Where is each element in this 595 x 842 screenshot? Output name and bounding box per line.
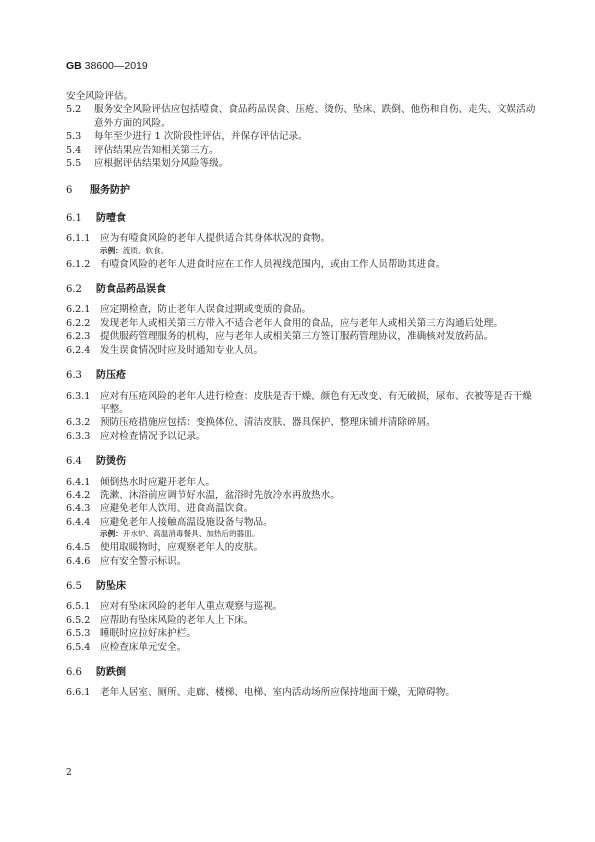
- example-note: [66, 528, 536, 539]
- clause: [66, 157, 536, 170]
- clause: [66, 600, 536, 613]
- clause: [66, 330, 536, 343]
- clause-text: 评估结果应告知相关第三方。: [94, 144, 219, 156]
- clause-text: 应对检查情况予以记录。: [100, 430, 206, 442]
- clause-text: 应为有噎食风险的老年人提供适合其身体状况的食物。: [100, 233, 331, 245]
- chapter-title: 服务防护: [90, 185, 130, 197]
- clause-text: 应根据评估结果划分风险等级。: [94, 158, 229, 170]
- clause-number: 6.1.2: [66, 258, 91, 270]
- clause: [66, 627, 536, 640]
- section-title: 防坠床: [96, 580, 126, 592]
- clause-number: 6.3.1: [66, 390, 91, 402]
- chapter-number: 6: [66, 185, 73, 197]
- clause: [66, 390, 536, 417]
- clause-text: 安全风险评估。: [66, 91, 134, 102]
- clause: [66, 303, 536, 316]
- section-number: 6.4: [66, 456, 82, 468]
- page-number: 2: [66, 768, 72, 778]
- clause-number: 5.4: [66, 144, 82, 156]
- clause: [66, 130, 536, 143]
- clause: [66, 489, 536, 502]
- chapter-heading: [66, 184, 536, 197]
- example-note: [66, 245, 536, 256]
- clause-text: 有噎食风险的老年人进食时应在工作人员视线范围内，或由工作人员帮助其进食。: [100, 258, 446, 270]
- clause-text: 应有安全警示标识。: [100, 555, 187, 567]
- clause-text: 倾倒热水时应避开老年人。: [100, 476, 216, 488]
- clause-text: 应检查床单元安全。: [100, 641, 187, 653]
- clause-number: 6.1.1: [66, 233, 91, 245]
- clause-text: 提供服药管理服务的机构，应与老年人或相关第三方签订服药管理协议，准确核对发放药品。: [100, 331, 494, 343]
- clause-number: 6.5.2: [66, 614, 91, 626]
- clause-number: 6.2.4: [66, 344, 91, 356]
- section-heading: [66, 666, 536, 679]
- clause-text: 每年至少进行 1 次阶段性评估，并保存评估记录。: [94, 131, 308, 143]
- clause-text: 应对有坠床风险的老年人重点观察与巡视。: [100, 601, 283, 613]
- clause: [66, 502, 536, 515]
- clause-text: 洗漱、沐浴前应调节好水温，盆浴时先放冷水再放热水。: [100, 489, 340, 501]
- clause-number: 6.4.5: [66, 542, 91, 554]
- clause-text: 应避免老年人接触高温设施设备与物品。: [100, 516, 273, 528]
- clause-text: 应避免老年人饮用、进食高温饮食。: [100, 503, 254, 515]
- clause-text: 预防压疮措施应包括：变换体位、清洁皮肤、器具保护、整理床铺并清除碎屑。: [100, 417, 436, 429]
- standard-number: 38600—2019: [84, 60, 148, 72]
- clause: [66, 317, 536, 330]
- clause-number: 6.4.3: [66, 503, 91, 515]
- clause: [66, 555, 536, 568]
- clause-number: 6.4.4: [66, 516, 91, 528]
- clause-number: 6.5.3: [66, 628, 91, 640]
- clause: [66, 258, 536, 271]
- section-heading: [66, 455, 536, 468]
- clause-text: 老年人居室、厕所、走廊、楼梯、电梯、室内活动场所应保持地面干燥，无障碍物。: [100, 687, 455, 699]
- clause-number: 6.4.2: [66, 489, 91, 501]
- example-text: 开水炉、高温消毒餐具、加热后的器皿。: [122, 529, 260, 539]
- clause: [66, 416, 536, 429]
- clause-number: 5.3: [66, 131, 82, 143]
- section-number: 6.1: [66, 212, 82, 224]
- section-number: 6.6: [66, 667, 82, 678]
- example-label: 示例：: [100, 245, 123, 255]
- standard-prefix: GB: [66, 60, 82, 72]
- section-number: 6.2: [66, 284, 82, 296]
- clause-number: 6.2.3: [66, 331, 91, 343]
- section-title: 防噎食: [96, 212, 126, 224]
- section-number: 6.3: [66, 370, 82, 382]
- clause: [66, 686, 536, 699]
- section-number: 6.5: [66, 580, 82, 592]
- clause-number: 6.4.6: [66, 555, 91, 567]
- clause-number: 6.5.4: [66, 641, 91, 653]
- standard-header: [66, 60, 148, 72]
- section-heading: [66, 283, 536, 296]
- clause-text: 发生误食情况时应及时通知专业人员。: [100, 344, 264, 356]
- clause: [66, 430, 536, 443]
- clause-number: 6.5.1: [66, 601, 91, 613]
- clause: [66, 641, 536, 654]
- clause-text: 应定期检查，防止老年人误食过期或变质的食品。: [100, 304, 312, 316]
- clause-text: 应帮助有坠床风险的老年人上下床。: [100, 614, 254, 626]
- clause: [66, 516, 536, 529]
- clause-number: 5.5: [66, 158, 82, 170]
- example-label: 示例：: [100, 529, 123, 539]
- clause-number: 6.2.1: [66, 304, 91, 316]
- clause-text: 发现老年人或相关第三方带入不适合老年人食用的食品，应与老年人或相关第三方沟通后处理。: [100, 317, 503, 329]
- clause: [66, 344, 536, 357]
- section-title: 防烫伤: [96, 456, 126, 468]
- example-text: 流质、软食。: [122, 245, 169, 255]
- clause-number: 6.6.1: [66, 687, 91, 699]
- section-heading: [66, 212, 536, 225]
- clause-text: 服务安全风险评估应包括噎食、食品药品误食、压疮、烫伤、坠床、跌倒、他伤和自伤、走失、文娱活动意外方面的风险。: [94, 104, 536, 129]
- clause-number: 6.4.1: [66, 476, 91, 488]
- section-title: 防压疮: [96, 370, 126, 382]
- clause: [66, 144, 536, 157]
- clause: [66, 103, 536, 130]
- clause-text: 睡眠时应拉好床护栏。: [100, 628, 196, 640]
- clause: [66, 541, 536, 554]
- clause: [66, 232, 536, 245]
- clause-text: 应对有压疮风险的老年人进行检查：皮肤是否干燥、颜色有无改变、有无破损，尿布、衣被等是否干燥平整。: [100, 390, 532, 415]
- clause: [66, 614, 536, 627]
- clause-number: 6.3.3: [66, 430, 91, 442]
- clause-text: 使用取暖物时，应观察老年人的皮肤。: [100, 542, 264, 554]
- section-heading: [66, 580, 536, 593]
- section-heading: [66, 369, 536, 382]
- clause-number: 6.3.2: [66, 417, 91, 429]
- clause-number: 6.2.2: [66, 317, 91, 329]
- section-title: 防跌倒: [96, 667, 126, 678]
- document-body: [66, 90, 536, 700]
- clause-number: 5.2: [66, 104, 82, 116]
- clause: [66, 476, 536, 489]
- section-title: 防食品药品误食: [96, 284, 166, 296]
- clause: [66, 90, 536, 103]
